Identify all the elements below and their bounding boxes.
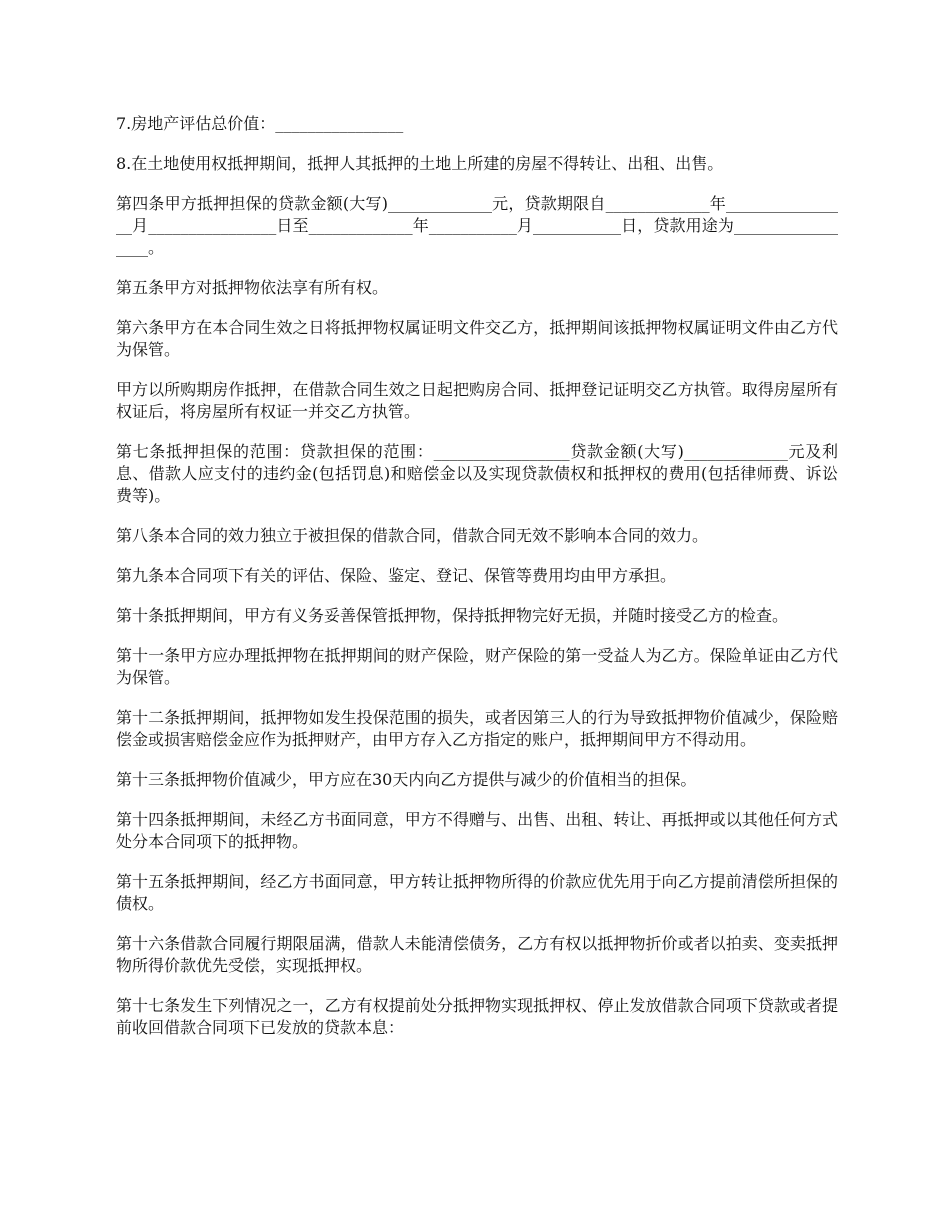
paragraph-article-4-loan-amount: 第四条甲方抵押担保的贷款金额(大写)_____________元，贷款期限自_____________年________________月________________日至_____________年___________月___________日，贷款用途为_________________。 xyxy=(116,194,838,257)
paragraph-article-5-ownership: 第五条甲方对抵押物依法享有所有权。 xyxy=(116,278,389,297)
paragraph-article-16-realization: 第十六条借款合同履行期限届满，借款人未能清偿债务，乙方有权以抵押物折价或者以拍卖、变卖抵押物所得价款优先受偿，实现抵押权。 xyxy=(116,934,838,975)
document-body xyxy=(116,113,838,1057)
paragraph-article-7-guarantee-scope: 第七条抵押担保的范围：贷款担保的范围：_________________贷款金额(大写)_____________元及利息、借款人应支付的违约金(包括罚息)和赔偿金以及实现贷款债权和抵押权的费用(包括律师费、诉讼费等)。 xyxy=(116,442,838,505)
paragraph-article-15-transfer: 第十五条抵押期间，经乙方书面同意，甲方转让抵押物所得的价款应优先用于向乙方提前清偿所担保的债权。 xyxy=(116,872,838,913)
paragraph-item-7-appraisal-value: 7.房地产评估总价值：________________ xyxy=(116,114,404,133)
paragraph-item-8-land-use-restriction: 8.在土地使用权抵押期间，抵押人其抵押的土地上所建的房屋不得转让、出租、出售。 xyxy=(116,154,724,173)
paragraph-article-8-independence: 第八条本合同的效力独立于被担保的借款合同，借款合同无效不影响本合同的效力。 xyxy=(116,526,709,545)
paragraph-article-6-documents: 第六条甲方在本合同生效之日将抵押物权属证明文件交乙方，抵押期间该抵押物权属证明文件由乙方代为保管。 xyxy=(116,318,838,359)
paragraph-article-14-disposal-restriction: 第十四条抵押期间，未经乙方书面同意，甲方不得赠与、出售、出租、转让、再抵押或以其他任何方式处分本合同项下的抵押物。 xyxy=(116,810,838,851)
paragraph-article-11-insurance: 第十一条甲方应办理抵押物在抵押期间的财产保险，财产保险的第一受益人为乙方。保险单证由乙方代为保管。 xyxy=(116,646,838,687)
paragraph-article-17-early-disposal: 第十七条发生下列情况之一，乙方有权提前处分抵押物实现抵押权、停止发放借款合同项下贷款或者提前收回借款合同项下已发放的贷款本息： xyxy=(116,996,838,1037)
paragraph-forward-housing-mortgage: 甲方以所购期房作抵押，在借款合同生效之日起把购房合同、抵押登记证明交乙方执管。取得房屋所有权证后，将房屋所有权证一并交乙方执管。 xyxy=(116,380,838,421)
paragraph-article-10-custody: 第十条抵押期间，甲方有义务妥善保管抵押物，保持抵押物完好无损，并随时接受乙方的检查。 xyxy=(116,606,789,625)
paragraph-article-9-fees: 第九条本合同项下有关的评估、保险、鉴定、登记、保管等费用均由甲方承担。 xyxy=(116,566,677,585)
paragraph-article-12-loss: 第十二条抵押期间，抵押物如发生投保范围的损失，或者因第三人的行为导致抵押物价值减少，保险赔偿金或损害赔偿金应作为抵押财产，由甲方存入乙方指定的账户，抵押期间甲方不得动用。 xyxy=(116,708,838,749)
paragraph-article-13-value-decrease: 第十三条抵押物价值减少，甲方应在30天内向乙方提供与减少的价值相当的担保。 xyxy=(116,770,697,789)
